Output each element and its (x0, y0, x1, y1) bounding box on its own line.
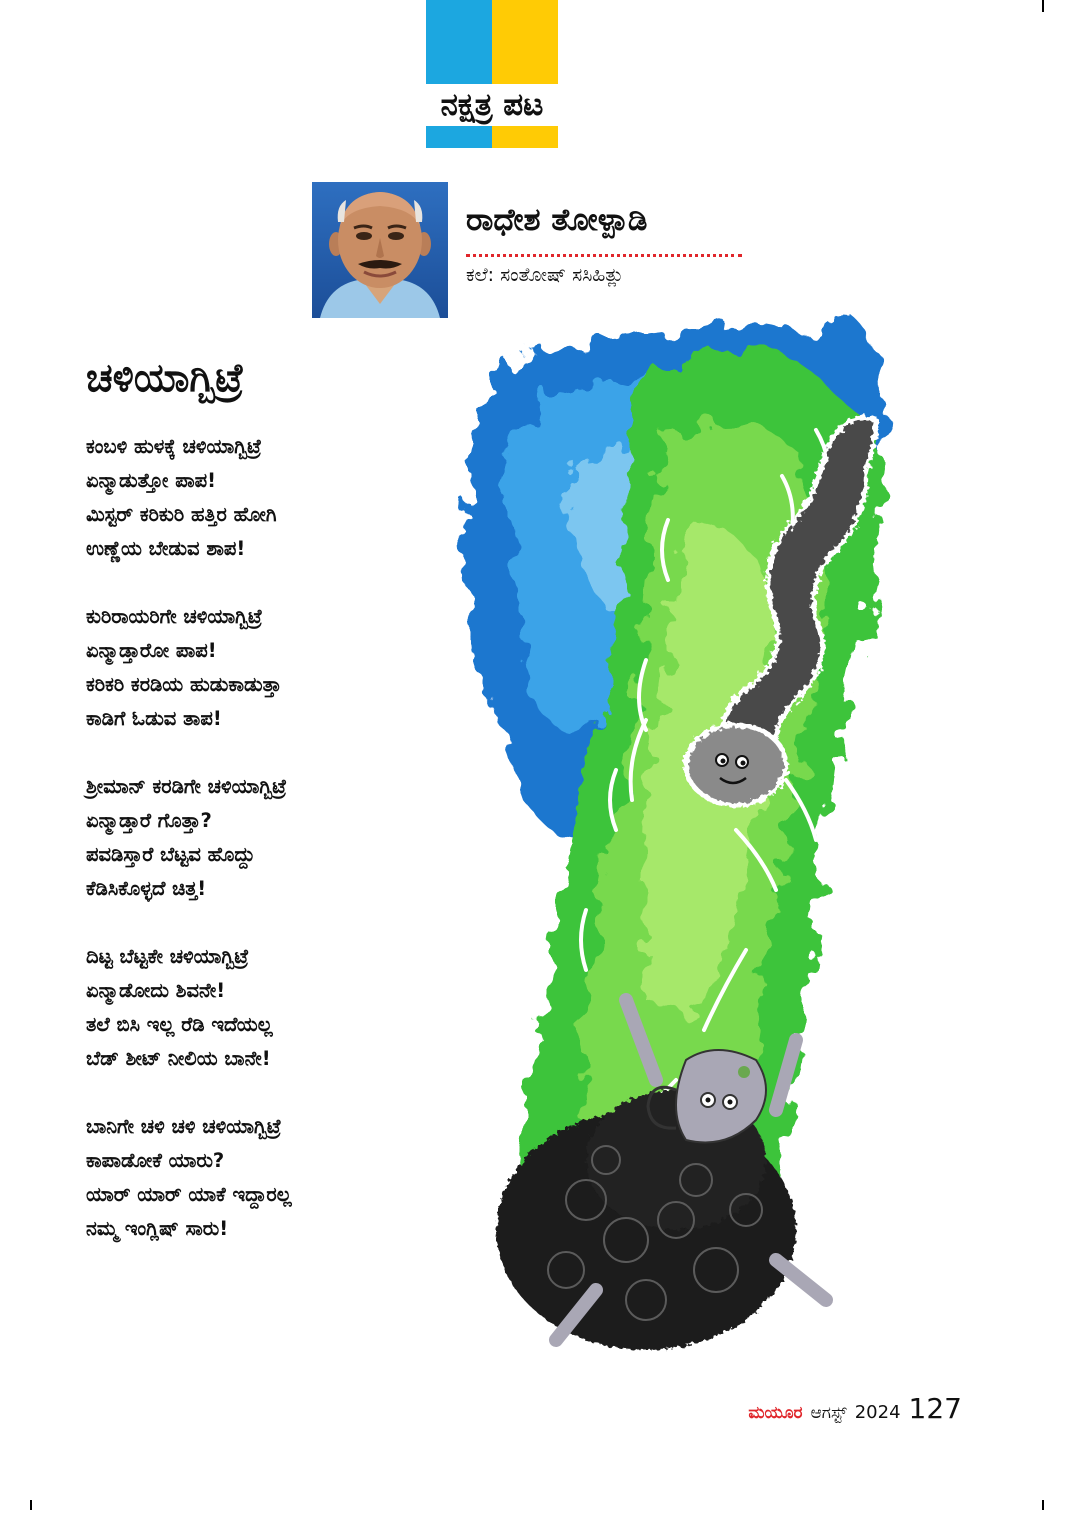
issue-year: 2024 (854, 1402, 901, 1423)
poem-line: ಯಾರ್ ಯಾರ್ ಯಾಕೆ ಇದ್ದಾರಲ್ಲ (86, 1183, 292, 1206)
poem-line: ಬೆಡ್ ಶೀಟ್ ನೀಲಿಯ ಬಾನೇ! (86, 1047, 271, 1070)
page-number: 127 (908, 1392, 962, 1425)
poem-line: ತಲೆ ಬಿಸಿ ಇಲ್ಲ ರೆಡಿ ಇದೆಯಲ್ಲ (86, 1013, 273, 1036)
poem-body (86, 430, 426, 1280)
poem-line: ಮಿಸ್ಟರ್ ಕರಿಕುರಿ ಹತ್ತಿರ ಹೋಗಿ (86, 503, 277, 526)
poem-title: ಚಳಿಯಾಗ್ಬಿಟ್ರೆ (86, 356, 245, 401)
author-photo (312, 182, 448, 318)
poem-line: ನಮ್ಮ ಇಂಗ್ಲಿಷ್ ಸಾರು! (86, 1217, 229, 1240)
stanza (86, 1110, 426, 1246)
magazine-brand: ಮಯೂರ (748, 1403, 803, 1423)
poem-line: ದಿಟ್ಟ ಬೆಟ್ಟಕೇ ಚಳಿಯಾಗ್ಬಿಟ್ರೆ (86, 945, 249, 968)
poem-line: ಪವಡಿಸ್ತಾರೆ ಬೆಟ್ಟವ ಹೊದ್ದು (86, 843, 255, 866)
art-credit: ಕಲೆ: ಸಂತೋಷ್ ಸಸಿಹಿತ್ಲು (466, 264, 624, 286)
author-name: ರಾಧೇಶ ತೋಳ್ಪಾಡಿ (466, 202, 648, 238)
poem-line: ಕಂಬಳಿ ಹುಳಕ್ಕೆ ಚಳಿಯಾಗ್ಬಿಟ್ರೆ (86, 435, 262, 458)
crop-mark (1042, 1500, 1044, 1510)
section-label: ನಕ್ಷತ್ರ ಪಟ (440, 87, 544, 123)
poem-line: ಏನ್ಮಾಡೋದು ಶಿವನೇ! (86, 979, 226, 1002)
divider (466, 254, 742, 257)
issue-month: ಆಗಸ್ಟ್ (810, 1403, 847, 1423)
section-badge (426, 0, 558, 148)
stanza (86, 430, 426, 566)
page-footer (748, 1392, 962, 1428)
poem-line: ಏನ್ಮಾಡ್ತಾರೋ ಪಾಪ! (86, 639, 217, 662)
poem-line: ಏನ್ಮಾಡ್ತಾರೆ ಗೊತ್ತಾ? (86, 809, 212, 832)
poem-line: ಉಣ್ಣೆಯ ಬೇಡುವ ಶಾಪ! (86, 537, 246, 560)
stanza (86, 770, 426, 906)
poem-illustration (436, 300, 936, 1360)
poem-line: ಕುರಿರಾಯರಿಗೇ ಚಳಿಯಾಗ್ಬಿಟ್ರೆ (86, 605, 263, 628)
crop-mark (30, 1500, 32, 1510)
poem-line: ಕಾಡಿಗೆ ಓಡುವ ತಾಪ! (86, 707, 222, 730)
poem-line: ಏನ್ಮಾಡುತ್ತೋ ಪಾಪ! (86, 469, 216, 492)
poem-line: ಕೆಡಿಸಿಕೊಳ್ಳದೆ ಚಿತ್ತ! (86, 877, 207, 900)
poem-line: ಶ್ರೀಮಾನ್ ಕರಡಿಗೇ ಚಳಿಯಾಗ್ಬಿಟ್ರೆ (86, 775, 287, 798)
stanza (86, 940, 426, 1076)
poem-line: ಕಾಪಾಡೋಕೆ ಯಾರು? (86, 1149, 225, 1172)
poem-line: ಕರಿಕರಿ ಕರಡಿಯ ಹುಡುಕಾಡುತ್ತಾ (86, 673, 282, 696)
stanza (86, 600, 426, 736)
crop-mark (1042, 0, 1044, 12)
poem-line: ಬಾನಿಗೇ ಚಳಿ ಚಳಿ ಚಳಿಯಾಗ್ಬಿಟ್ರೆ (86, 1115, 282, 1138)
